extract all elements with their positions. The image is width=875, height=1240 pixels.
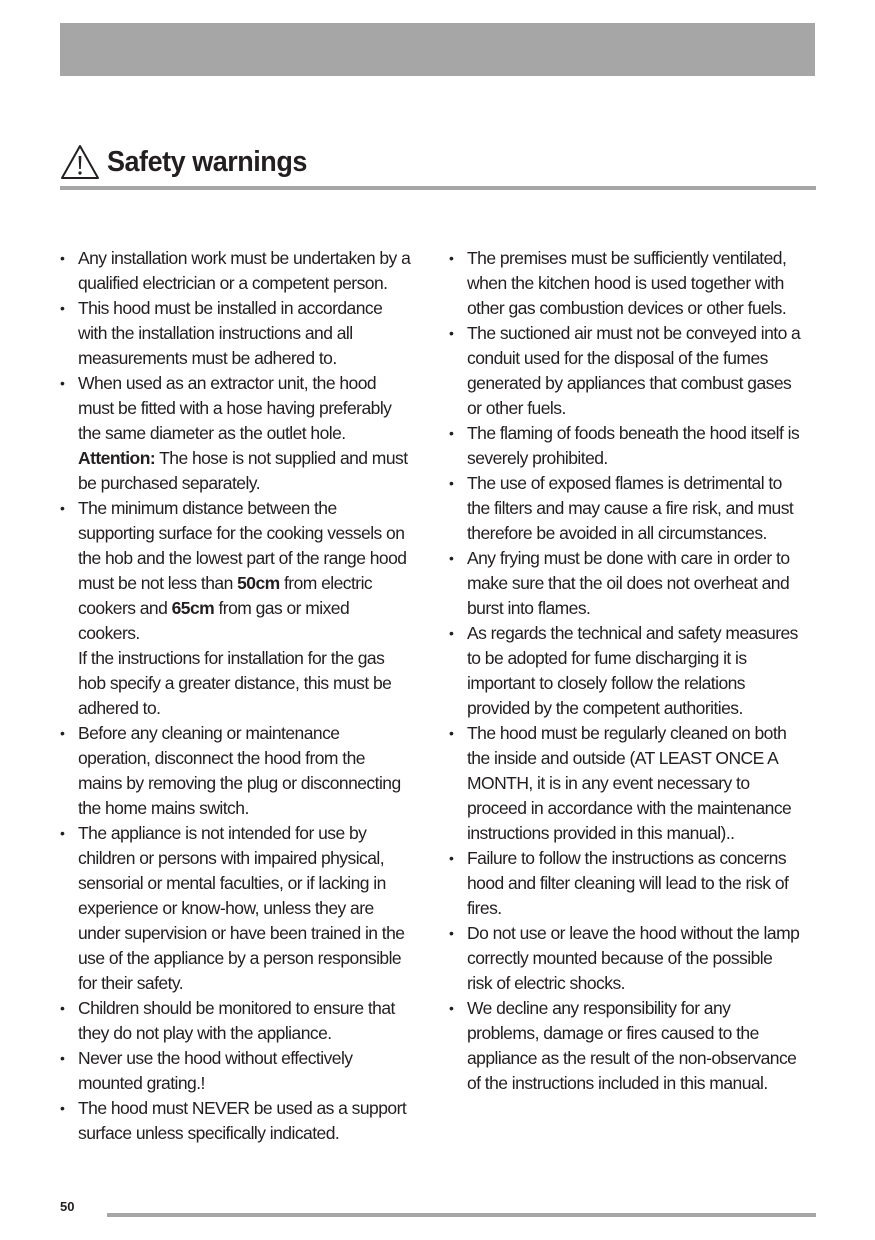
header-band [60, 23, 815, 76]
left-column [60, 246, 432, 1146]
list-item-text: The minimum distance between the supporting surface for the cooking vessels on the hob and the lowest part of the range hood must be not less than [78, 498, 407, 593]
distance-gas: 65cm [171, 598, 215, 618]
attention-label: Attention: [78, 448, 156, 468]
attention-text: The hose is not supplied and must be purchased separately. [78, 448, 408, 493]
list-item-extra-text: If the instructions for installation for the gas hob specify a greater distance, this must be adhered to. [78, 648, 392, 718]
list-item: • The premises must be sufficiently ventilated, when the kitchen hood is used together with other gas combustion devices or other fuels. [449, 246, 821, 321]
distance-electric: 50cm [237, 573, 280, 593]
list-item: • Any frying must be done with care in order to make sure that the oil does not overheat and burst into flames. [449, 546, 821, 621]
section-heading [60, 138, 322, 186]
list-item: • Before any cleaning or maintenance operation, disconnect the hood from the mains by removing the plug or disconnecting the home mains switch. [60, 721, 432, 821]
list-item: • Failure to follow the instructions as concerns hood and filter cleaning will lead to the risk of fires. [449, 846, 821, 921]
list-item: • We decline any responsibility for any problems, damage or fires caused to the appliance as the result of the non-observance of the instructions included in this manual. [449, 996, 821, 1096]
heading-divider [60, 186, 816, 190]
list-item [60, 371, 432, 496]
list-item: • The suctioned air must not be conveyed into a conduit used for the disposal of the fumes generated by appliances that combust gases or other fuels. [449, 321, 821, 421]
list-item: • The flaming of foods beneath the hood itself is severely prohibited. [449, 421, 821, 471]
list-item-text: from electric cookers and [78, 573, 373, 618]
list-item-text: from gas or mixed cookers. [78, 598, 350, 643]
page-number: 50 [60, 1199, 75, 1214]
list-item: • The use of exposed flames is detrimental to the filters and may cause a fire risk, and must therefore be avoided in all circumstances. [449, 471, 821, 546]
list-item-text: When used as an extractor unit, the hood must be fitted with a hose having preferably the same diameter as the outlet hole. [78, 373, 392, 443]
list-item [60, 296, 432, 371]
right-warning-list [449, 246, 821, 1096]
list-item-text: This hood must be installed in accordance with the installation instructions and all measurements must be adhered to. [78, 298, 383, 368]
list-item [60, 496, 432, 721]
warning-triangle-icon [60, 144, 100, 180]
list-item: • Never use the hood without effectively mounted grating.! [60, 1046, 432, 1096]
footer-divider [107, 1213, 816, 1217]
list-item: • The hood must be regularly cleaned on both the inside and outside (AT LEAST ONCE A MONTH, it is in any event necessary to proceed in accordance with the maintenance instructions provided in this manual).. [449, 721, 821, 846]
left-warning-list [60, 246, 432, 1146]
list-item: • Do not use or leave the hood without the lamp correctly mounted because of the possible risk of electric shocks. [449, 921, 821, 996]
list-item: • The hood must NEVER be used as a support surface unless specifically indicated. [60, 1096, 432, 1146]
list-item: • Any installation work must be undertaken by a qualified electrician or a competent person. [60, 246, 432, 296]
list-item: • Children should be monitored to ensure that they do not play with the appliance. [60, 996, 432, 1046]
list-item: • The appliance is not intended for use by children or persons with impaired physical, sensorial or mental faculties, or if lacking in experience or know-how, unless they are under supervision or have been trained in the use of the appliance by a person responsible for their safety. [60, 821, 432, 996]
list-item: • As regards the technical and safety measures to be adopted for fume discharging it is important to closely follow the relations provided by the competent authorities. [449, 621, 821, 721]
right-column [449, 246, 821, 1096]
page-title: Safety warnings [107, 145, 307, 178]
